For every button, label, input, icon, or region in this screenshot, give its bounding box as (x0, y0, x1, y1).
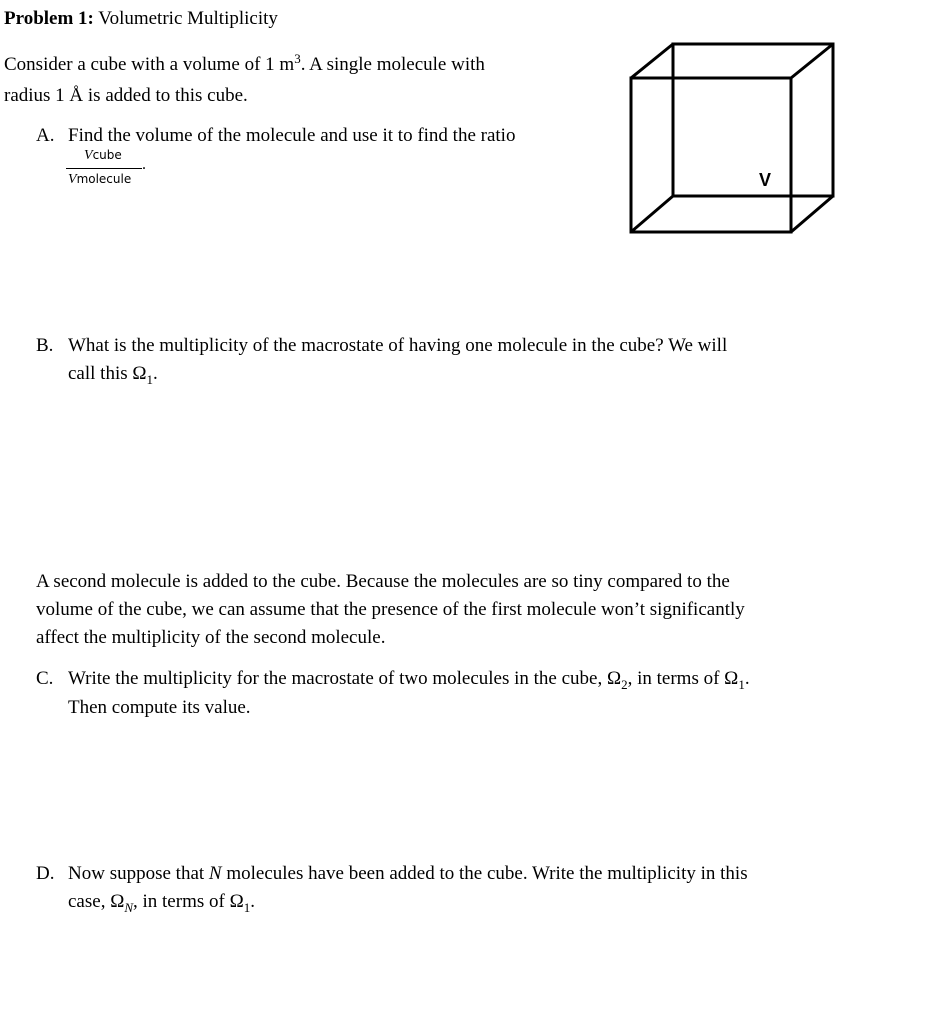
part-b-line-2-a: call this Ω (68, 363, 147, 384)
problem-title (4, 8, 278, 30)
part-d-line-1-a: Now suppose that (68, 863, 209, 884)
second-molecule-paragraph (36, 568, 745, 652)
part-b-line-2-b: . (153, 363, 158, 384)
paragraph-line-3: affect the multiplicity of the second molecule. (36, 627, 386, 648)
problem-label: Problem 1: (4, 8, 94, 29)
part-a-letter: A. (36, 125, 55, 146)
part-d-line-2-a: case, Ω (68, 891, 125, 912)
part-c-omega2-sub: 2 (621, 677, 628, 692)
part-b-line-1: What is the multiplicity of the macrostate of having one molecule in the cube? We will (68, 335, 728, 356)
cube-edge-top-right (791, 44, 833, 78)
paragraph-line-2: volume of the cube, we can assume that the presence of the first molecule won’t significantly (36, 599, 745, 620)
part-c-line-1 (68, 665, 750, 694)
part-a-text: Find the volume of the molecule and use it to find the ratio (68, 125, 516, 146)
part-c-line-2: Then compute its value. (68, 697, 251, 718)
part-d-line-1-b: molecules have been added to the cube. Write the multiplicity in this (221, 863, 748, 884)
part-d-text (68, 860, 748, 917)
part-c-letter: C. (36, 668, 54, 689)
intro-line-1-a: Consider a cube with a volume of 1 m (4, 54, 295, 75)
part-c-line-1-c: . (744, 668, 750, 689)
part-b-text (68, 332, 727, 389)
part-d-letter: D. (36, 863, 55, 884)
intro-line-1 (4, 50, 485, 81)
cube-front-face (631, 78, 791, 232)
cube-back-face (673, 44, 833, 196)
intro-line-2: radius 1 Å is added to this cube. (4, 85, 248, 106)
part-c-line-1-a: Write the multiplicity for the macrostate of two molecules in the cube, Ω (68, 668, 622, 689)
part-d-omegaN-sub: N (124, 900, 133, 915)
denominator-v: V (68, 172, 77, 187)
problem-name: Volumetric Multiplicity (93, 8, 278, 29)
fraction-denominator (68, 172, 131, 188)
part-b-omega-sub: 1 (146, 372, 153, 387)
cube-edge-bottom-left (631, 196, 673, 232)
part-c-line-1-b: , in terms of Ω (627, 668, 739, 689)
part-d-line-2 (68, 888, 748, 917)
part-c-text (68, 665, 750, 722)
part-b-line-2 (68, 360, 727, 389)
intro-text (4, 50, 485, 111)
paragraph-line-1: A second molecule is added to the cube. Because the molecules are so tiny compared to the (36, 571, 730, 592)
intro-line-1-sup: 3 (294, 51, 301, 66)
cube-edge-bottom-right (791, 196, 833, 232)
denominator-sub: molecule (76, 172, 132, 186)
cube-edge-top-left (631, 44, 673, 78)
intro-line-1-b: . A single molecule with (300, 54, 485, 75)
part-c-omega1-sub: 1 (738, 677, 745, 692)
numerator-sub: cube (92, 148, 122, 162)
part-d-line-2-c: . (250, 891, 255, 912)
cube-volume-label: V (759, 170, 772, 190)
fraction-bar (66, 168, 142, 169)
part-d-n-variable: N (208, 863, 222, 884)
part-b-letter: B. (36, 335, 54, 356)
part-d-line-2-b: , in terms of Ω (133, 891, 244, 912)
part-d-omega1-sub: 1 (243, 900, 251, 915)
fraction-numerator (84, 148, 122, 164)
part-d-line-1 (68, 860, 748, 888)
numerator-v: V (84, 148, 93, 163)
fraction-period: . (142, 156, 146, 173)
cube-diagram (625, 38, 839, 240)
